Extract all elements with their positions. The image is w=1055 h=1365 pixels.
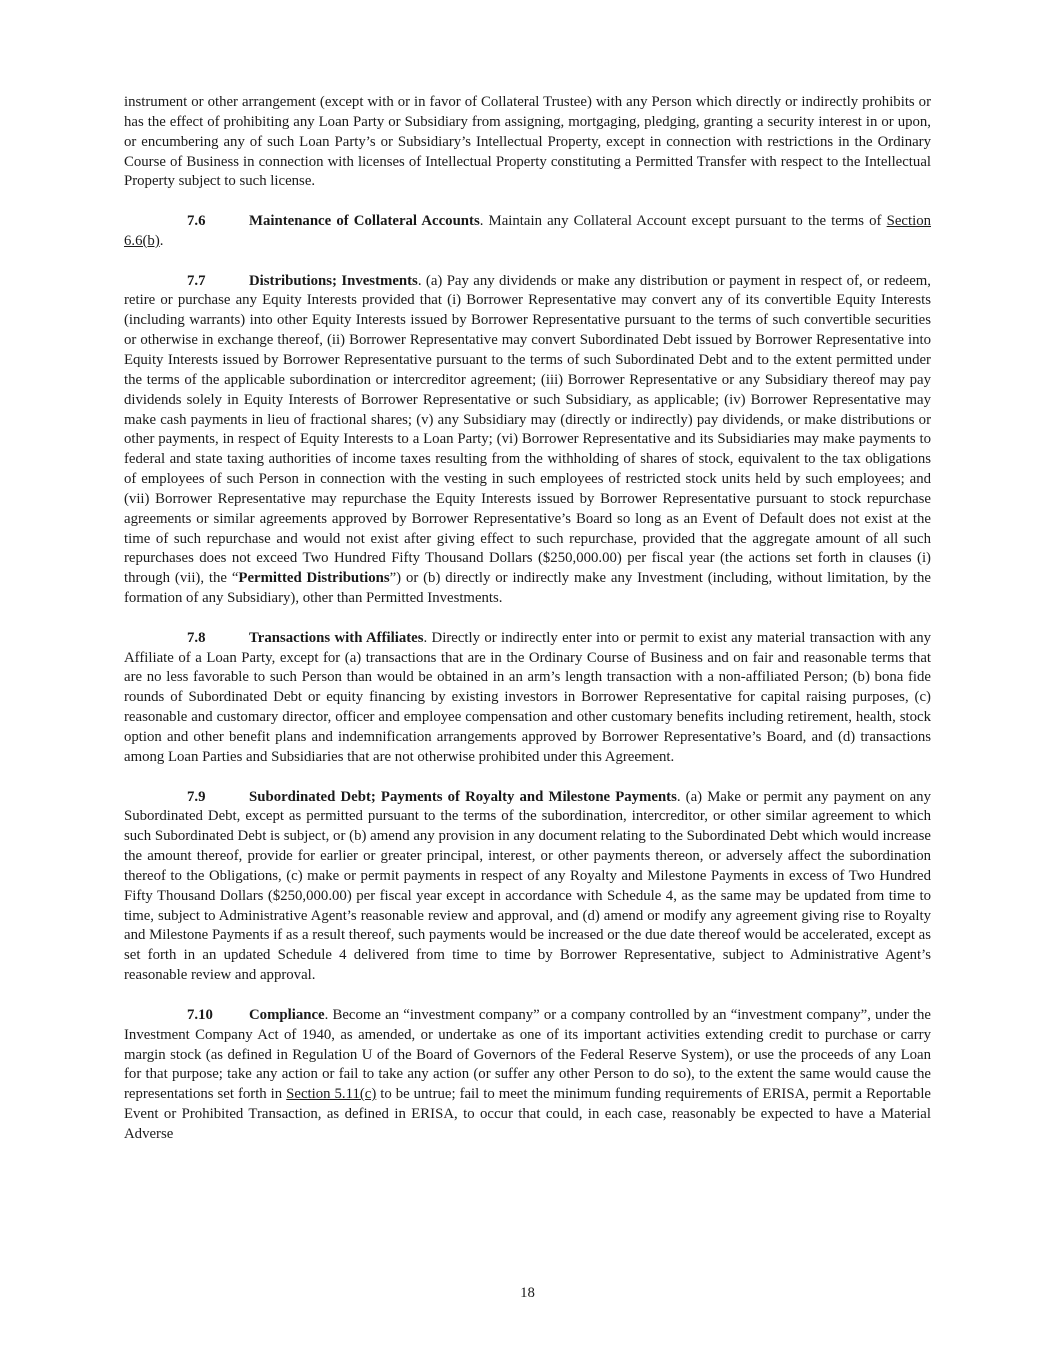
section-text-end: ”) or (b) directly or indirectly make any Investment (including, without limitation, by the formation of any Subsidiary), other than Permitted Investments. bbox=[124, 570, 932, 607]
section-reference-link: Section 6.6(b) bbox=[124, 213, 931, 249]
section-text: . Maintain any Collateral Account except pursuant to the terms of bbox=[479, 213, 887, 230]
section-7-7 bbox=[124, 272, 931, 609]
section-heading: Subordinated Debt; Payments of Royalty and Milestone Payments bbox=[249, 788, 677, 805]
section-text: . (a) Pay any dividends or make any distribution or payment in respect of, or redeem, retire or purchase any Equity Interests provided that (i) Borrower Representative may convert any of its convertible Equity Interests (including warrants) into other Equity Interests issued by Borrower Representative pursuant to the terms of such convertible securities or otherwise in exchange thereof, (ii) Borrower Representative may convert Subordinated Debt issued by Borrower Representative into Equity Interests issued by Borrower Representative pursuant to the terms of such Subordinated Debt and to the extent permitted under the terms of the applicable subordination or intercreditor agreement; (iii) Borrower Representative or any Subsidiary thereof may pay dividends solely in Equity Interests of Borrower Representative or such Subsidiary, as applicable; (iv) Borrower Representative may make cash payments in lieu of fractional shares; (v) any Subsidiary may (directly or indirectly) pay dividends, or make distributions or other payments, in respect of Equity Interests to a Loan Party; (vi) Borrower Representative and its Subsidiaries may make payments to federal and state taxing authorities of income taxes resulting from the withholding of shares of stock, equivalent to the tax obligations of employees of such Person in connection with the vesting in such employees of restricted stock units held by such employees; and (vii) Borrower Representative may repurchase the Equity Interests issued by Borrower Representative pursuant to stock repurchase agreements or similar agreements approved by Borrower Representative’s Board so long as an Event of Default does not exist at the time of such repurchase and would not exist after giving effect to such repurchase, provided that the aggregate amount of all such repurchases does not exceed Two Hundred Fifty Thousand Dollars ($250,000.00) per fiscal year (the actions set forth in clauses (i) through (vii), the “ bbox=[124, 272, 932, 587]
section-heading: Transactions with Affiliates bbox=[249, 629, 424, 646]
section-7-9 bbox=[124, 788, 931, 986]
section-7-8 bbox=[124, 629, 931, 768]
section-text: . Become an “investment company” or a company controlled by an “investment company”, under the Investment Company Act of 1940, as amended, or undertake as one of its important activities extending credit to purchase or carry margin stock (as defined in Regulation U of the Board of Governors of the Federal Reserve System), or use the proceeds of any Loan for that purpose; take any action or fail to take any action (or suffer any other Person to do so), to the extent the same would cause the representations set forth in bbox=[124, 1006, 931, 1103]
intro-paragraph bbox=[124, 93, 931, 192]
section-7-6 bbox=[124, 212, 931, 252]
section-text: . (a) Make or permit any payment on any Subordinated Debt, except as permitted pursuant to the terms of the subordination, intercreditor, or other similar agreement to which such Subordinated Debt is subject, or (b) amend any provision in any document relating to the Subordinated Debt which would increase the amount thereof, provide for earlier or greater principal, interest, or other payments thereon, or adversely affect the subordination thereof to the Obligations, (c) make or permit payments in respect of any Royalty and Milestone Payments in excess of Two Hundred Fifty Thousand Dollars ($250,000.00) per fiscal year except in accordance with Schedule 4, as the same may be updated from time to time, subject to Administrative Agent’s reasonable review and approval, and (d) amend or modify any agreement giving rise to Royalty and Milestone Payments if as a result thereof, such payments would be increased or the due date thereof would be accelerated, except as set forth in an updated Schedule 4 delivered from time to time by Borrower Representative, subject to Administrative Agent’s reasonable review and approval. bbox=[124, 788, 931, 984]
section-number: 7.7 bbox=[187, 272, 206, 289]
section-number: 7.10 bbox=[187, 1006, 213, 1023]
defined-term: Permitted Distributions bbox=[238, 570, 390, 587]
page-number: 18 bbox=[520, 1285, 535, 1301]
section-heading: Maintenance of Collateral Accounts bbox=[249, 213, 480, 230]
section-text-end: . bbox=[159, 232, 164, 249]
section-number: 7.6 bbox=[187, 213, 206, 230]
section-text-end: to be untrue; fail to meet the minimum funding requirements of ERISA, permit a Reportable Event or Prohibited Transaction, as defined in ERISA, to occur that could, in each case, reasonably be expected to have a Material Adverse bbox=[124, 1086, 931, 1142]
section-text: . Directly or indirectly enter into or permit to exist any material transaction with any Affiliate of a Loan Party, except for (a) transactions that are in the Ordinary Course of Business and on fair and reasonable terms that are no less favorable to such Person than would be obtained in an arm’s length transaction with a non-affiliated Person; (b) bona fide rounds of Subordinated Debt or equity financing by existing investors in Borrower Representative for capital raising purposes, (c) reasonable and customary director, officer and employee compensation and other customary benefits including retirement, health, stock option and other benefit plans and indemnification arrangements approved by Borrower Representative’s Board, and (d) transactions among Loan Parties and Subsidiaries that are not otherwise prohibited under this Agreement. bbox=[124, 629, 931, 765]
section-reference-link: Section 5.11(c) bbox=[286, 1086, 377, 1103]
section-number: 7.9 bbox=[187, 788, 206, 805]
section-heading: Compliance bbox=[249, 1006, 325, 1023]
section-heading: Distributions; Investments bbox=[249, 272, 418, 289]
intro-text: instrument or other arrangement (except with or in favor of Collateral Trustee) with any Person which directly or indirectly prohibits or has the effect of prohibiting any Loan Party or Subsidiary from assigning, mortgaging, pledging, granting a security interest in or upon, or encumbering any of such Loan Party’s or Subsidiary’s Intellectual Property, except in connection with restrictions in the Ordinary Course of Business in connection with licenses of Intellectual Property constituting a Permitted Transfer with respect to the Intellectual Property subject to such license. bbox=[124, 94, 931, 190]
section-number: 7.8 bbox=[187, 629, 206, 646]
document-body bbox=[124, 93, 931, 1165]
section-7-10 bbox=[124, 1006, 931, 1145]
